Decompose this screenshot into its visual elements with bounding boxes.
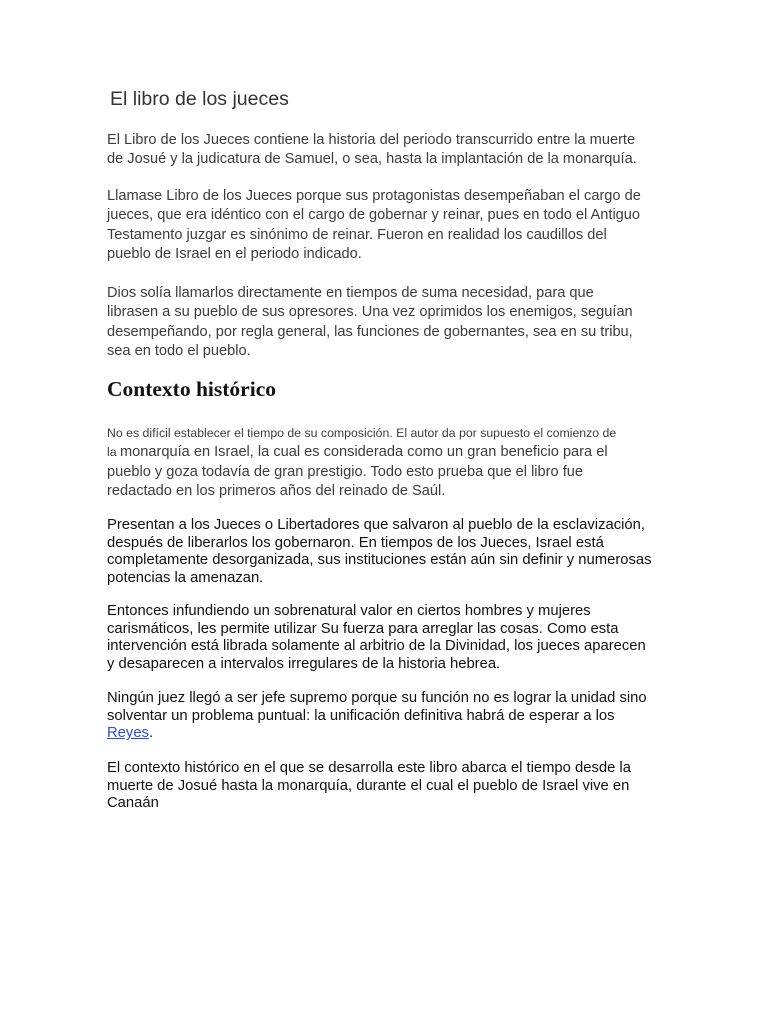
text-line: pueblo de Israel en el periodo indicado. <box>107 245 362 262</box>
body-paragraph-1 <box>107 517 667 588</box>
text-line: completamente desorganizada, sus instituciones están aún sin definir y numerosas <box>107 552 652 569</box>
text-line: Llamase Libro de los Jueces porque sus protagonistas desempeñaban el cargo de <box>107 188 641 204</box>
document-title: El libro de los jueces <box>110 88 289 110</box>
intro-paragraph-2 <box>107 187 667 264</box>
text-line <box>107 443 667 462</box>
text-line: El Libro de los Jueces contiene la historia del periodo transcurrido entre la muerte <box>107 132 636 148</box>
text-line: redactado en los primeros años del reinado de Saúl. <box>107 482 446 499</box>
text-line: Ningún juez llegó a ser jefe supremo porque su función no es lograr la unidad sino <box>107 690 647 706</box>
text-line: y desaparecen a intervalos irregulares de la historia hebrea. <box>107 656 501 673</box>
text-fragment: la <box>107 445 120 460</box>
text-line: El contexto histórico en el que se desarrolla este libro abarca el tiempo desde la <box>107 760 631 776</box>
text-line <box>107 725 667 743</box>
text-fragment: monarquía en Israel, la cual es considerada como un gran beneficio para el <box>120 444 608 461</box>
section-heading: Contexto histórico <box>107 377 276 401</box>
reyes-link[interactable]: Reyes <box>107 725 149 742</box>
intro-paragraph-1 <box>107 131 667 170</box>
text-line: solventar un problema puntual: la unificación definitiva habrá de esperar a los <box>107 707 615 724</box>
text-line: después de liberarlos los gobernaron. En tiempos de los Jueces, Israel está <box>107 534 604 551</box>
text-line: Testamento juzgar es sinónimo de reinar. Fueron en realidad los caudillos del <box>107 226 607 243</box>
text-fragment: . <box>148 725 154 742</box>
final-paragraph <box>107 760 667 813</box>
body-paragraph-2 <box>107 603 667 674</box>
text-line: carismáticos, les permite utilizar Su fuerza para arreglar las cosas. Como esta <box>107 620 619 637</box>
text-line: librasen a su pueblo de sus opresores. Una vez oprimidos los enemigos, seguían <box>107 304 633 321</box>
text-line: Entonces infundiendo un sobrenatural valor en ciertos hombres y mujeres <box>107 603 591 619</box>
text-line: desempeñando, por regla general, las funciones de gobernantes, sea en su tribu, <box>107 323 633 340</box>
text-line: intervención está librada solamente al arbitrio de la Divinidad, los jueces aparecen <box>107 638 646 655</box>
text-line: potencias la amenazan. <box>107 570 264 587</box>
text-line: Canaán <box>107 795 159 812</box>
text-line: pueblo y goza todavía de gran prestigio. Todo esto prueba que el libro fue <box>107 463 583 480</box>
text-line: muerte de Josué hasta la monarquía, durante el cual el pueblo de Israel vive en <box>107 777 630 794</box>
text-line: de Josué y la judicatura de Samuel, o sea, hasta la implantación de la monarquía. <box>107 151 637 168</box>
text-line: Dios solía llamarlos directamente en tiempos de suma necesidad, para que <box>107 285 594 301</box>
text-line: jueces, que era idéntico con el cargo de gobernar y reinar, pues en todo el Antiguo <box>107 207 641 224</box>
intro-paragraph-3 <box>107 284 667 361</box>
text-line: Presentan a los Jueces o Libertadores que salvaron al pueblo de la esclavización, <box>107 517 645 533</box>
text-line: sea en todo el pueblo. <box>107 342 251 359</box>
context-paragraph <box>107 424 667 501</box>
reyes-paragraph <box>107 690 667 743</box>
text-line: No es difícil establecer el tiempo de su composición. El autor da por supuesto el comienzo de <box>107 426 617 440</box>
